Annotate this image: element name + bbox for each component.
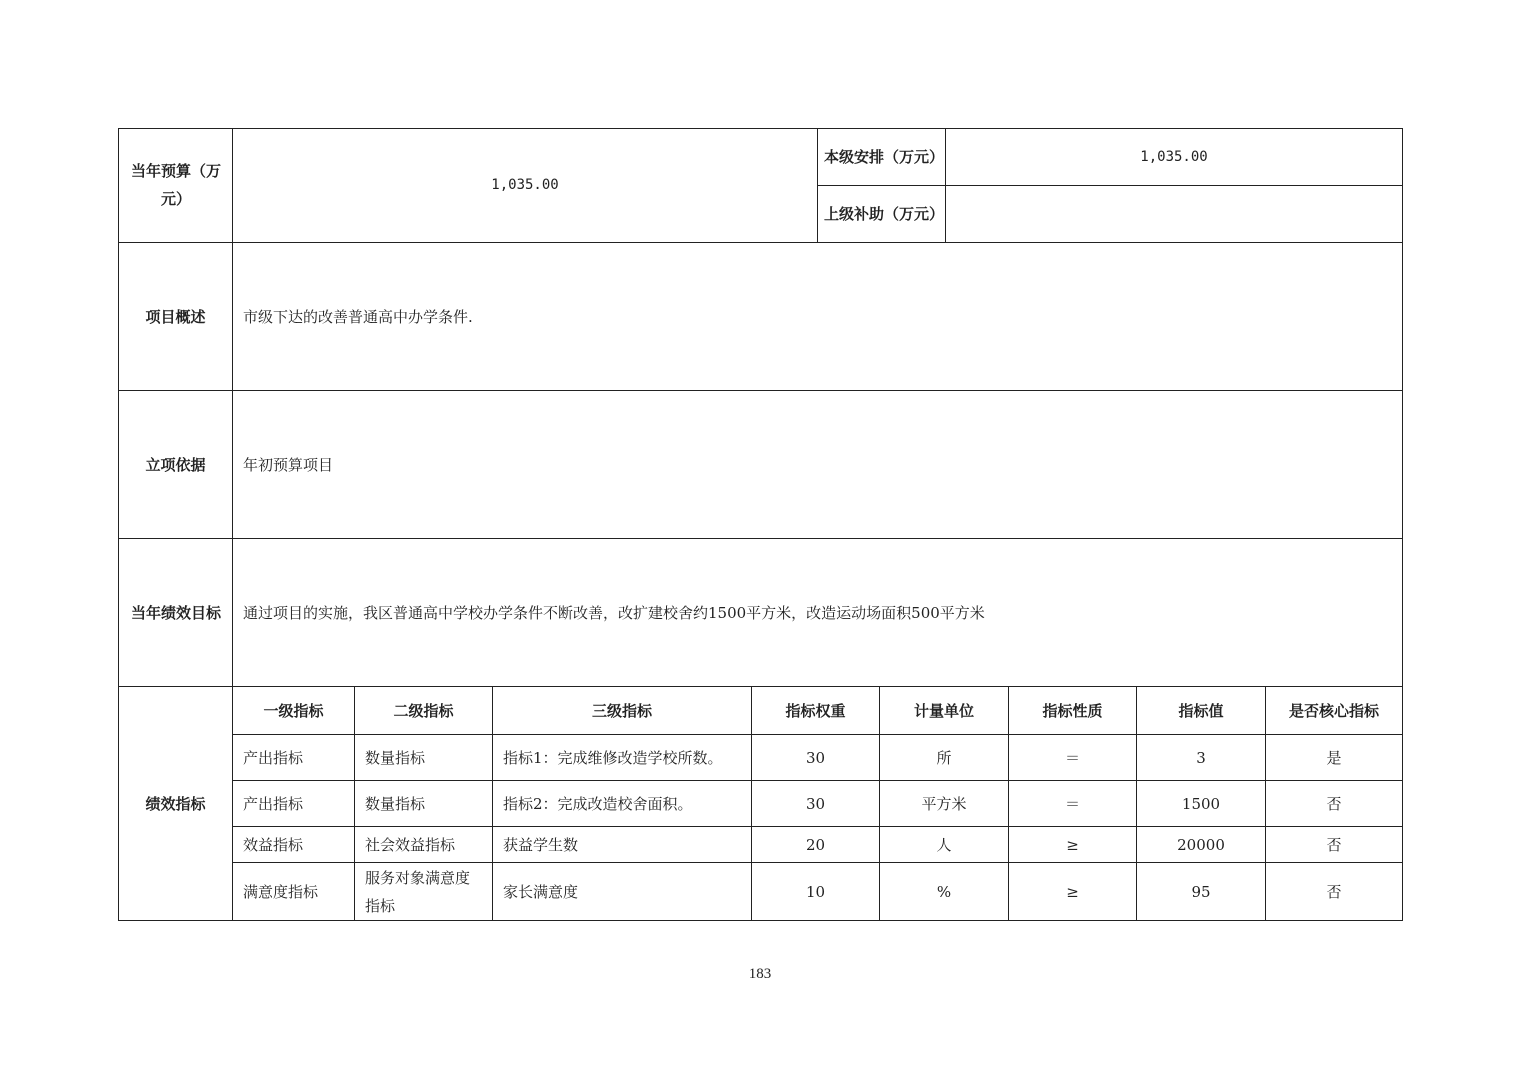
table-row-cell: 否 [1326, 794, 1342, 813]
header-level1: 一级指标 [263, 701, 324, 720]
table-row-cell: 3 [1196, 748, 1206, 767]
table-row-cell: 1500 [1181, 794, 1221, 813]
header-level3: 三级指标 [591, 701, 652, 720]
table-row-cell: ＝ [1064, 794, 1080, 813]
table-row-cell: 否 [1326, 835, 1342, 854]
table-row-cell: 是 [1326, 748, 1342, 767]
table-row-cell: 10 [805, 882, 826, 901]
table-row-cell: 20000 [1177, 835, 1225, 854]
table-row-cell: 满意度指标 [243, 882, 319, 901]
table-row-cell: 30 [805, 748, 826, 767]
budget-value: 1,035.00 [491, 177, 559, 193]
table-row-cell: 产出指标 [243, 748, 304, 767]
table-row-cell: 所 [936, 748, 952, 767]
indicators-label: 绩效指标 [145, 795, 206, 813]
overview-text: 市级下达的改善普通高中办学条件. [243, 307, 473, 326]
basis-text: 年初预算项目 [243, 455, 334, 474]
table-row-cell: 指标2：完成改造校舍面积。 [503, 794, 693, 813]
table-row-cell: 社会效益指标 [365, 835, 456, 854]
table-row-cell: ＝ [1064, 748, 1080, 767]
table-row-cell: 数量指标 [365, 748, 426, 767]
upper-budget-value [946, 186, 1402, 242]
basis-label: 立项依据 [145, 455, 206, 474]
local-budget-label: 本级安排（万元） [824, 147, 945, 166]
table-row-cell: 30 [805, 794, 826, 813]
table-row-cell: 指标1：完成维修改造学校所数。 [503, 748, 723, 767]
table-row-cell: 20 [805, 835, 826, 854]
table-row-cell: 95 [1191, 882, 1211, 901]
table-row-cell: 家长满意度 [503, 882, 579, 901]
header-core: 是否核心指标 [1288, 701, 1379, 720]
goal-text: 通过项目的实施，我区普通高中学校办学条件不断改善，改扩建校舍约1500平方米，改造运动场面积500平方米 [243, 603, 985, 622]
table-row-cell: ≥ [1066, 882, 1079, 901]
table-row-cell: 服务对象满意度指标 [365, 868, 471, 915]
page-number: 183 [748, 966, 772, 982]
local-budget-value: 1,035.00 [1140, 148, 1208, 165]
table-row-cell: 数量指标 [365, 794, 426, 813]
header-unit: 计量单位 [913, 701, 974, 720]
table-row-cell: 平方米 [921, 794, 967, 813]
header-value: 指标值 [1178, 701, 1224, 720]
table-row-cell: 获益学生数 [503, 835, 579, 854]
header-nature: 指标性质 [1042, 701, 1103, 720]
goal-label: 当年绩效目标 [130, 603, 221, 622]
upper-budget-label: 上级补助（万元） [824, 205, 945, 223]
table-row-cell: ≥ [1066, 835, 1079, 854]
overview-label: 项目概述 [145, 307, 206, 326]
table-row-cell: 人 [936, 835, 952, 854]
header-level2: 二级指标 [393, 701, 454, 720]
budget-label: 当年预算（万元） [130, 162, 221, 208]
table-row-cell: 效益指标 [243, 835, 304, 854]
table-row-cell: 产出指标 [243, 794, 304, 813]
table-row-cell: % [936, 882, 952, 901]
header-weight: 指标权重 [785, 701, 846, 720]
table-row-cell: 否 [1326, 882, 1342, 901]
